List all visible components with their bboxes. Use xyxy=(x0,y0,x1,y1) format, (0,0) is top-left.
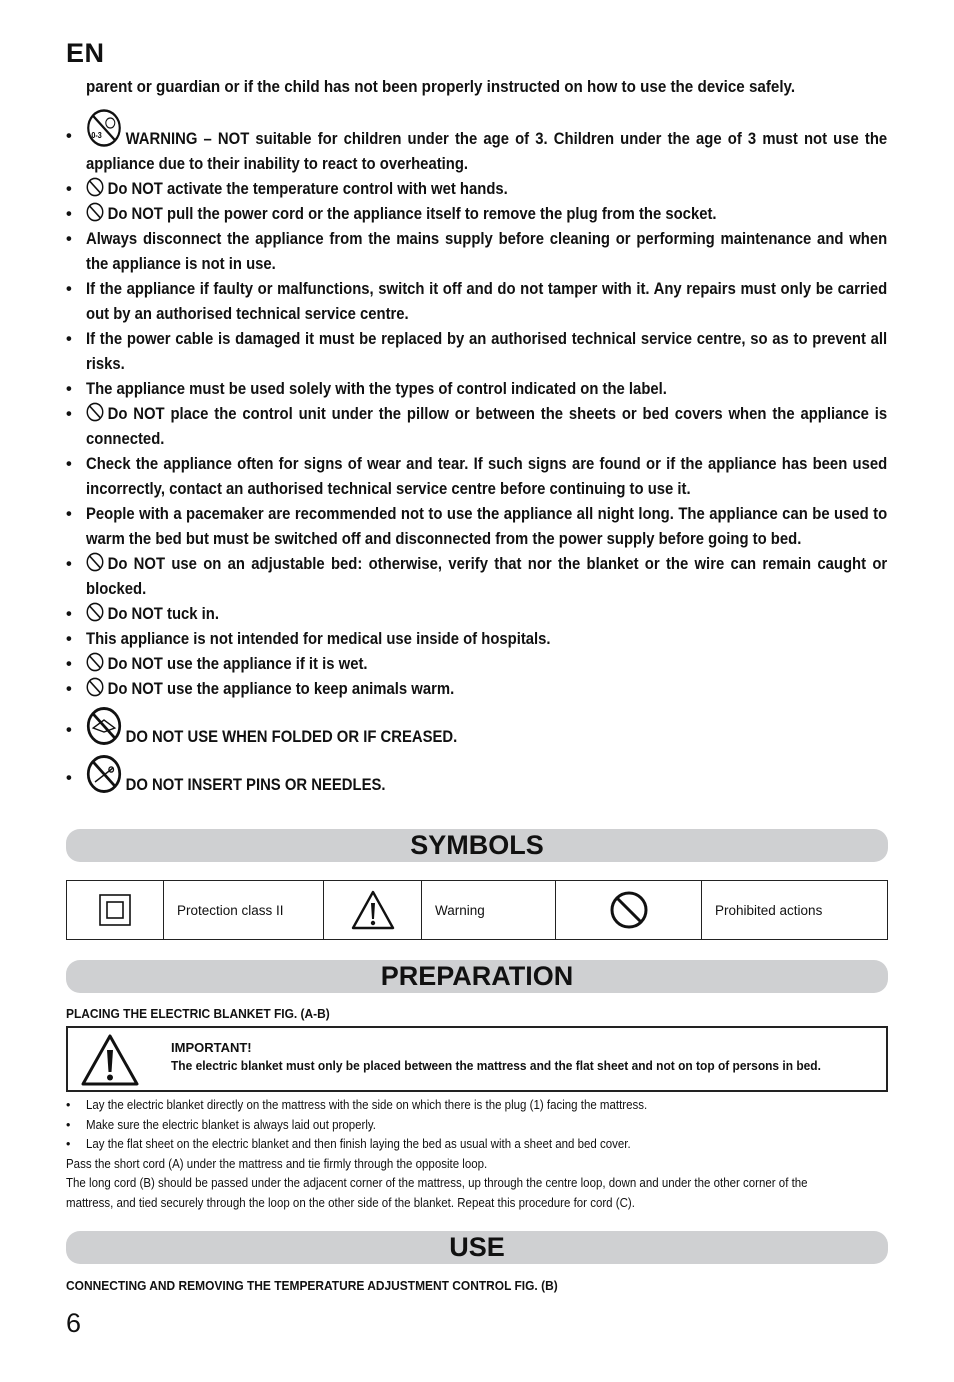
prohibited-icon xyxy=(86,602,104,622)
warning-item xyxy=(66,402,888,452)
bullet: • xyxy=(66,405,72,423)
prohibited-icon xyxy=(556,881,702,939)
paragraph-short-cord: Pass the short cord (A) under the mattress and tie firmly through the opposite loop. xyxy=(66,1156,488,1171)
bullet: • xyxy=(66,680,72,698)
intro-text: parent or guardian or if the child has not been properly instructed on how to use the device safely. xyxy=(86,78,796,96)
preparation-subheading: PLACING THE ELECTRIC BLANKET FIG. (A-B) xyxy=(66,1006,330,1021)
no-pins-icon xyxy=(86,754,122,794)
prohibited-icon xyxy=(86,177,104,197)
warning-item xyxy=(66,377,888,402)
prohibited-icon xyxy=(86,677,104,697)
warning-text: Check the appliance often for signs of wear and tear. If such signs are found or if the appliance has been used incorrectly, contact an authorised technical service centre before continuing to use it. xyxy=(86,455,888,498)
warning-text: DO NOT USE WHEN FOLDED OR IF CREASED. xyxy=(125,728,458,746)
warning-triangle-icon xyxy=(324,881,422,939)
bullet: • xyxy=(66,230,72,248)
warning-item xyxy=(66,677,888,702)
svg-text:0-3: 0-3 xyxy=(91,130,102,141)
symbols-heading: SYMBOLS xyxy=(66,829,888,862)
warning-item xyxy=(66,602,888,627)
warning-text: If the appliance if faulty or malfunctions, switch it off and do not tamper with it. Any repairs must only be carried out by an authorised technical service centre. xyxy=(86,280,888,323)
symbol-label-protection-class: Protection class II xyxy=(164,881,324,939)
symbol-label-warning: Warning xyxy=(422,881,556,939)
warning-text: This appliance is not intended for medical use inside of hospitals. xyxy=(86,630,551,648)
bullet: • xyxy=(66,555,72,573)
no-folding-icon xyxy=(86,706,122,746)
use-subheading: CONNECTING AND REMOVING THE TEMPERATURE ADJUSTMENT CONTROL FIG. (B) xyxy=(66,1278,558,1293)
bullet: • xyxy=(66,505,72,523)
warning-triangle-icon xyxy=(80,1033,140,1087)
warning-item xyxy=(66,104,888,177)
warning-item xyxy=(66,627,888,652)
warning-text: People with a pacemaker are recommended not to use the appliance all night long. The appliance can be used to warm the bed but must be switched off and disconnected from the power supply before going to bed. xyxy=(86,505,888,548)
bullet: • xyxy=(66,127,72,145)
warning-item xyxy=(66,452,888,502)
preparation-heading: PREPARATION xyxy=(66,960,888,993)
warning-item xyxy=(66,327,888,377)
warning-item xyxy=(66,552,888,602)
bullet: • xyxy=(66,280,72,298)
bullet: • xyxy=(66,721,72,739)
symbol-label-prohibited: Prohibited actions xyxy=(715,902,823,918)
bullet: • xyxy=(66,769,72,787)
warning-item xyxy=(66,502,888,552)
preparation-instructions xyxy=(66,1096,888,1214)
list-item: • Lay the flat sheet on the electric blanket and then finish laying the bed as usual with a sheet and bed cover. xyxy=(66,1135,888,1155)
bullet: • xyxy=(66,455,72,473)
warning-item xyxy=(66,702,888,750)
warning-text: DO NOT INSERT PINS OR NEEDLES. xyxy=(125,776,386,794)
warning-item xyxy=(66,227,888,277)
bullet: • xyxy=(66,180,72,198)
list-item: • Lay the electric blanket directly on the mattress with the side on which there is the plug (1) facing the mattress. xyxy=(66,1096,888,1116)
language-code: EN xyxy=(66,38,105,68)
prohibited-icon xyxy=(86,202,104,222)
bullet: • xyxy=(66,630,72,648)
age-0-3-prohibited-icon xyxy=(86,108,122,148)
prohibited-icon xyxy=(86,552,104,572)
important-title: IMPORTANT! xyxy=(171,1040,252,1055)
important-text: The electric blanket must only be placed between the mattress and the flat sheet and not on top of persons in bed. xyxy=(171,1058,821,1073)
warning-text: Do NOT use the appliance to keep animals warm. xyxy=(107,680,455,698)
safety-warnings-list xyxy=(66,104,888,798)
prohibited-icon xyxy=(86,652,104,672)
protection-class-ii-icon xyxy=(67,881,164,939)
bullet: • xyxy=(66,330,72,348)
bullet: • xyxy=(66,380,72,398)
symbols-table xyxy=(66,880,888,940)
warning-item xyxy=(66,202,888,227)
warning-text: If the power cable is damaged it must be replaced by an authorised technical service centre, so as to prevent all risks. xyxy=(86,330,888,373)
warning-text: Always disconnect the appliance from the mains supply before cleaning or performing maintenance and when the appliance is not in use. xyxy=(86,230,888,273)
important-box xyxy=(66,1026,888,1092)
bullet: • xyxy=(66,205,72,223)
warning-text: Do NOT place the control unit under the pillow or between the sheets or bed covers when the appliance is connected. xyxy=(86,405,888,448)
use-heading: USE xyxy=(66,1231,888,1264)
prohibited-icon xyxy=(86,402,104,422)
warning-text: Do NOT activate the temperature control with wet hands. xyxy=(107,180,508,198)
warning-text: WARNING – NOT suitable for children under the age of 3. Children under the age of 3 must not use the appliance due to their inability to react to overheating. xyxy=(86,130,888,173)
bullet: • xyxy=(66,605,72,623)
warning-text: Do NOT use on an adjustable bed: otherwise, verify that nor the blanket or the wire can remain caught or blocked. xyxy=(86,555,888,598)
warning-text: The appliance must be used solely with the types of control indicated on the label. xyxy=(86,380,667,398)
paragraph-long-cord: The long cord (B) should be passed under the adjacent corner of the mattress, up through the centre loop, down and under the other corner of the mattress, and tied securely through the loop on the other side of the blanket. Repeat this procedure for cord (C). xyxy=(66,1176,808,1210)
warning-item xyxy=(66,750,888,798)
warning-item xyxy=(66,277,888,327)
warning-text: Do NOT pull the power cord or the appliance itself to remove the plug from the socket. xyxy=(107,205,717,223)
list-item: • Make sure the electric blanket is always laid out properly. xyxy=(66,1116,888,1136)
warning-text: Do NOT use the appliance if it is wet. xyxy=(107,655,368,673)
warning-item xyxy=(66,652,888,677)
warning-item xyxy=(66,177,888,202)
bullet: • xyxy=(66,655,72,673)
warning-text: Do NOT tuck in. xyxy=(107,605,219,623)
page-number: 6 xyxy=(66,1308,82,1338)
